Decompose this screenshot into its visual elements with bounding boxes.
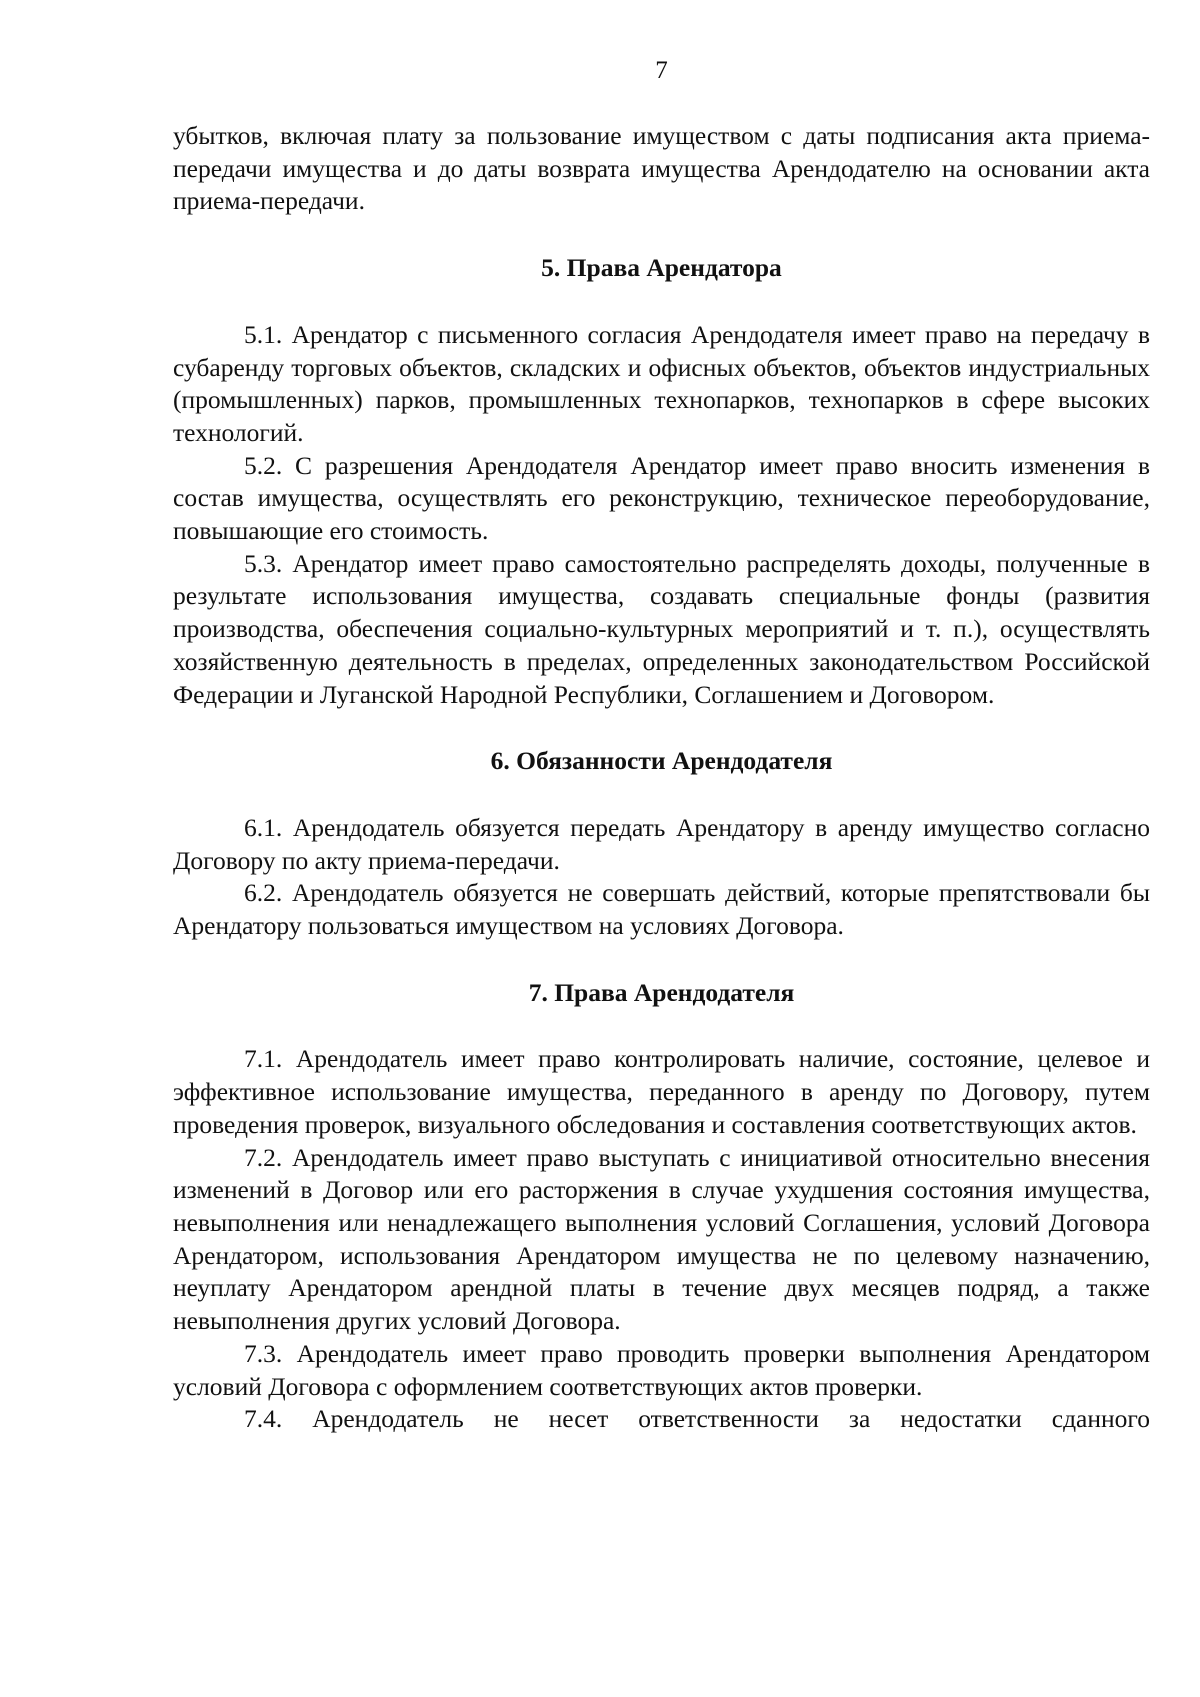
section-7-heading: 7. Права Арендодателя	[528, 977, 795, 1007]
clause-7-2: 7.2. Арендодатель имеет право выступать с инициативой относительно внесения изменений в Договор или его расторжения в случае ухудшения состояния имущества, невыполнения или ненадлежащего выполнения условий Соглашения, условий Договора Арендатором, использования Арендатором имущества не по целевому назначению, неуплату Арендатором арендной платы в течение двух месяцев подряд, а также невыполнения других условий Договора.	[173, 1142, 1150, 1336]
clause-7-1: 7.1. Арендодатель имеет право контролировать наличие, состояние, целевое и эффективное использование имущества, переданного в аренду по Договору, путем проведения проверок, визуального обследования и составления соответствующих актов.	[173, 1044, 1150, 1139]
clause-7-3: 7.3. Арендодатель имеет право проводить проверки выполнения Арендатором условий Договора с оформлением соответствующих актов проверки.	[173, 1338, 1150, 1401]
section-6-heading: 6. Обязанности Арендодателя	[490, 746, 833, 776]
clause-6-1: 6.1. Арендодатель обязуется передать Арендатору в аренду имущество согласно Договору по акту приема-передачи.	[173, 812, 1150, 875]
clause-5-1: 5.1. Арендатор с письменного согласия Арендодателя имеет право на передачу в субаренду торговых объектов, складских и офисных объектов, объектов индустриальных (промышленных) парков, промышленных технопарков, технопарков в сфере высоких технологий.	[173, 319, 1150, 447]
clause-6-2: 6.2. Арендодатель обязуется не совершать действий, которые препятствовали бы Арендатору пользоваться имуществом на условиях Договора.	[173, 878, 1150, 941]
clause-5-3: 5.3. Арендатор имеет право самостоятельно распределять доходы, полученные в результате использования имущества, создавать специальные фонды (развития производства, обеспечения социально-культурных мероприятий и т. п.), осуществлять хозяйственную деятельность в пределах, определенных законодательством Российской Федерации и Луганской Народной Республики, Соглашением и Договором.	[173, 548, 1150, 709]
section-5-heading: 5. Права Арендатора	[541, 253, 782, 283]
intro-paragraph: убытков, включая плату за пользование имуществом с даты подписания акта приема-передачи имущества и до даты возврата имущества Арендодателю на основании акта приема-передачи.	[173, 121, 1150, 216]
document-body	[173, 120, 1150, 1436]
page-number: 7	[655, 57, 668, 84]
clause-7-4: 7.4. Арендодатель не несет ответственности за недостатки сданного	[244, 1404, 1150, 1434]
clause-5-2: 5.2. С разрешения Арендодателя Арендатор имеет право вносить изменения в состав имущества, осуществлять его реконструкцию, техническое переоборудование, повышающие его стоимость.	[173, 450, 1150, 546]
